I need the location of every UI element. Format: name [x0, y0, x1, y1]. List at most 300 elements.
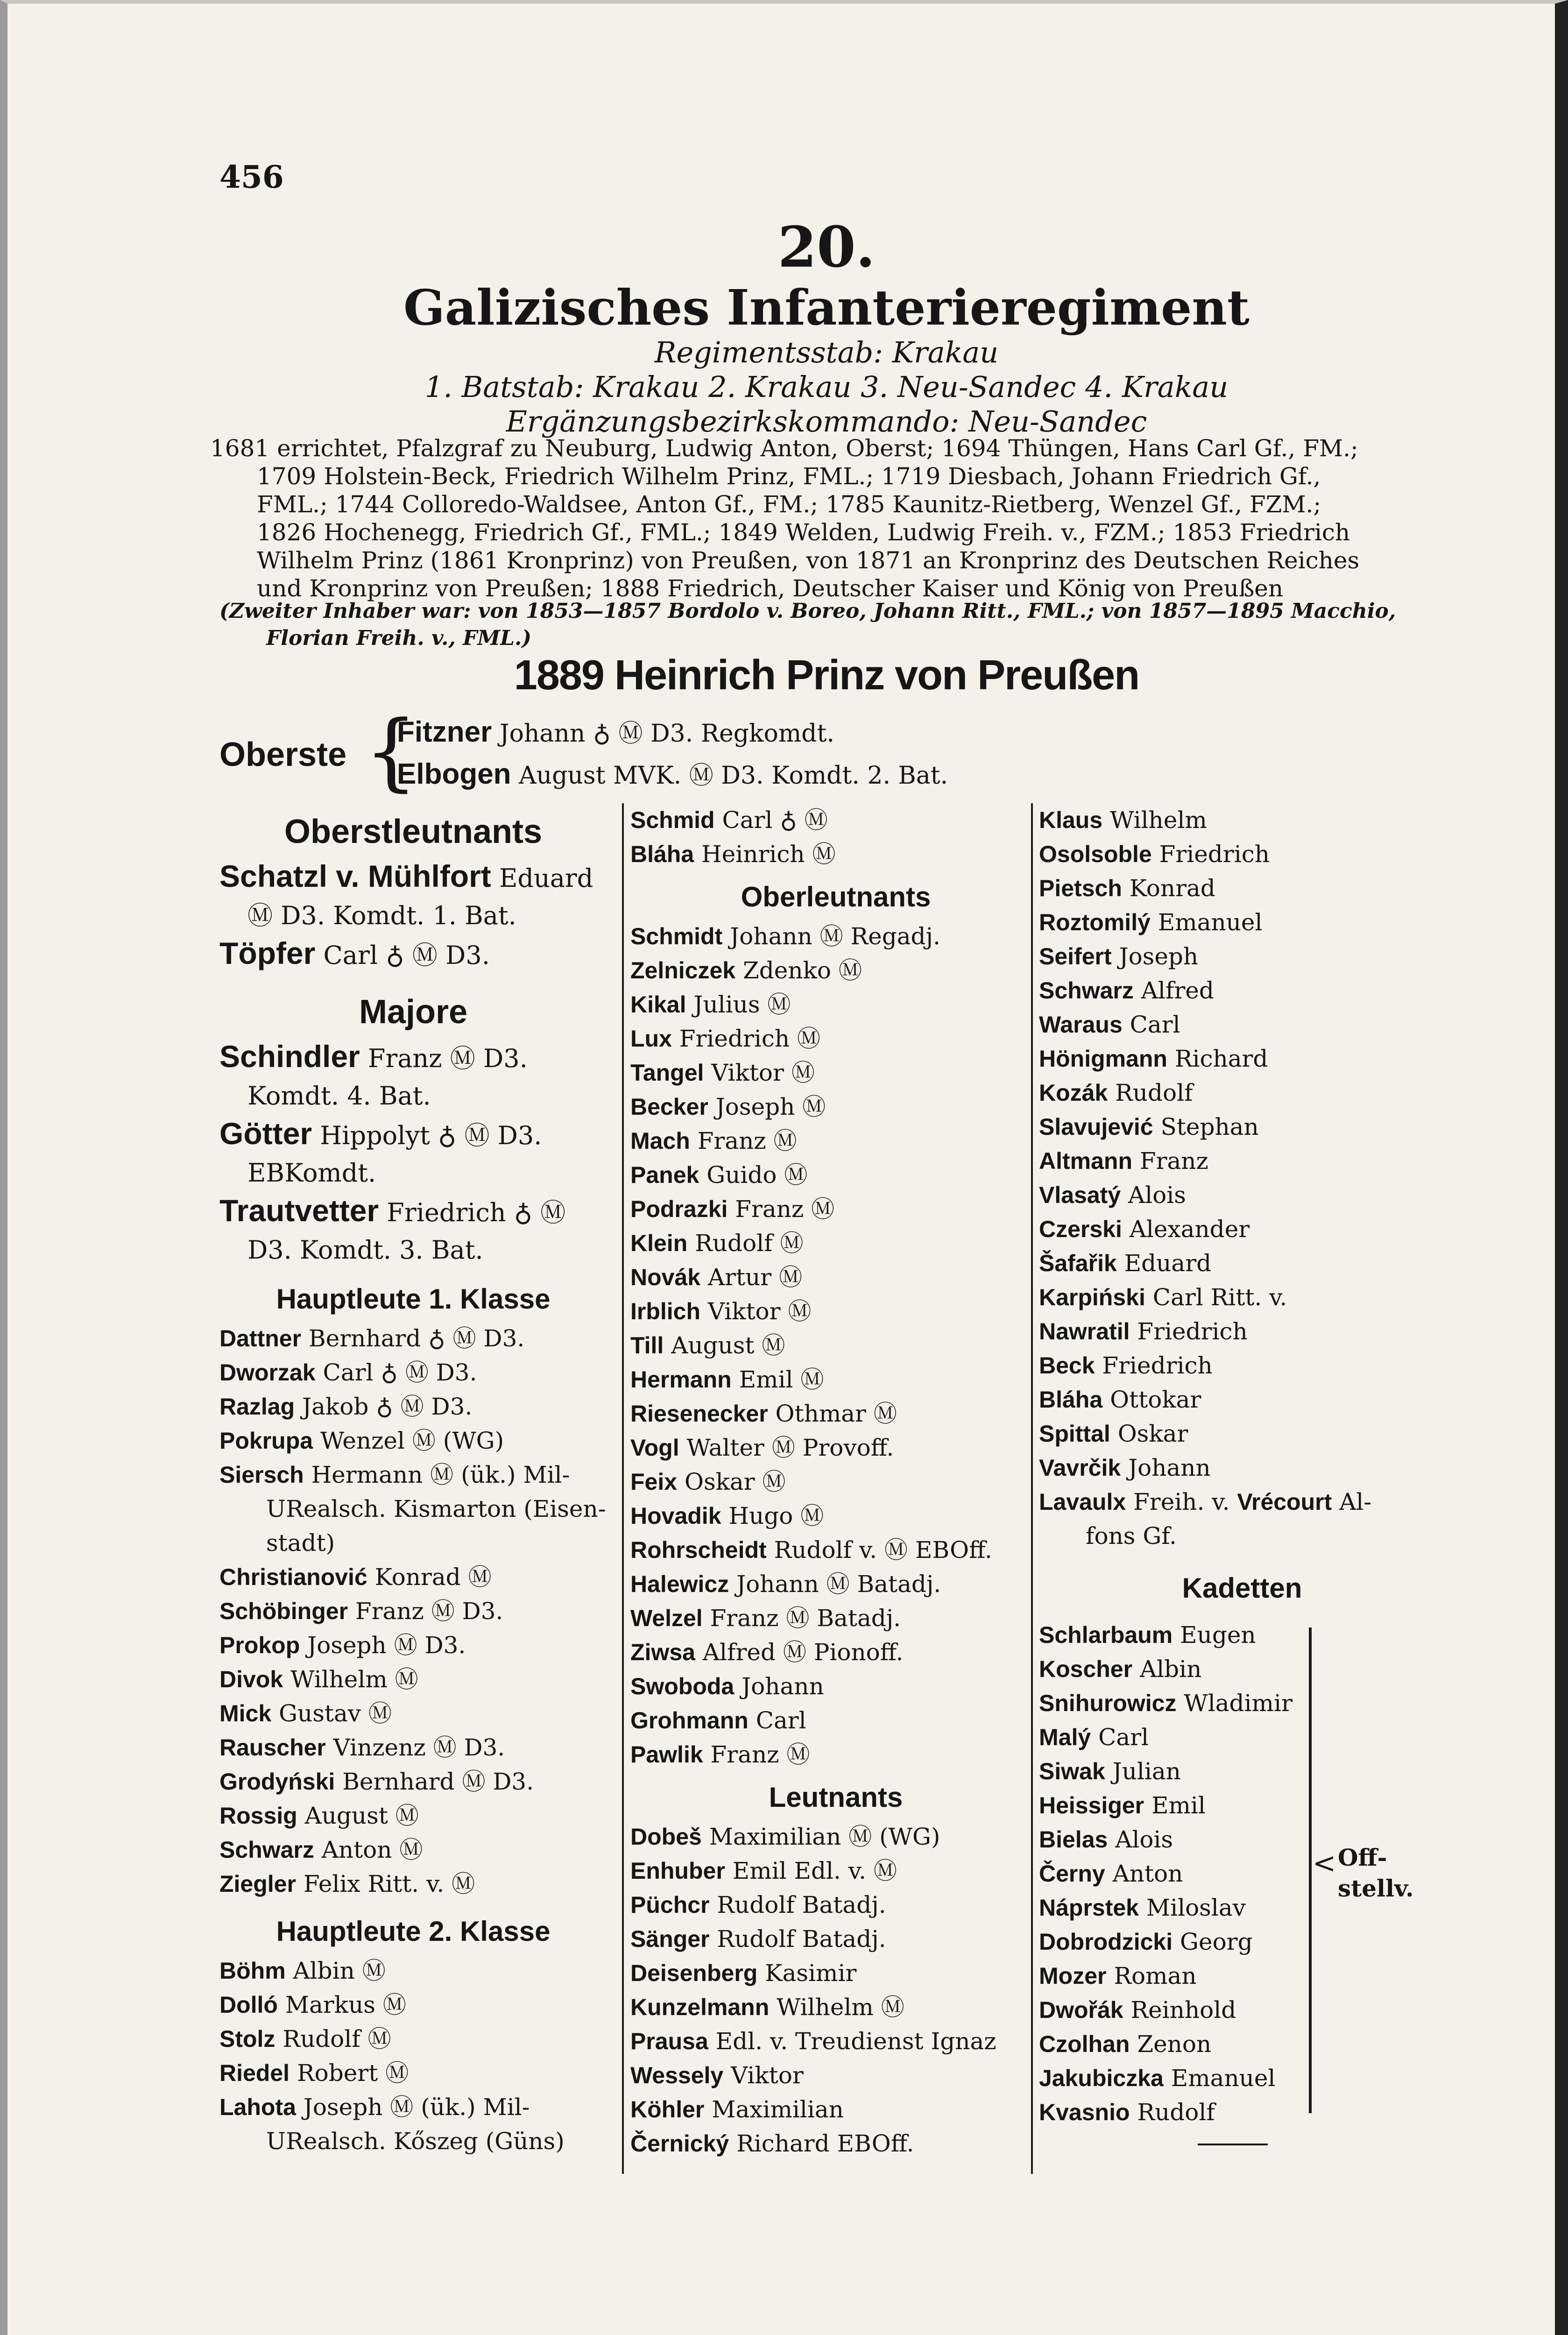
history-line: 1681 errichtet, Pfalzgraf zu Neuburg, Ludwig Anton, Oberst; 1694 Thüngen, Hans Carl Gf., FM.;: [210, 435, 1358, 462]
officer-details: Walter Ⓜ Provoff.: [679, 1434, 894, 1461]
officer-details: Hugo Ⓜ: [721, 1502, 824, 1529]
end-rule: [1198, 2144, 1268, 2145]
officer-details: Julian: [1105, 1758, 1181, 1785]
officer-details: Viktor Ⓜ: [700, 1298, 812, 1325]
officer-surname: Náprstek: [1039, 1895, 1139, 1921]
list-item: [1039, 2027, 1445, 2061]
officer-details: Gustav Ⓜ: [271, 1700, 392, 1727]
list-item: [630, 837, 1041, 871]
officer-surname: Hovadik: [630, 1503, 721, 1529]
officer-surname: Seifert: [1039, 943, 1112, 969]
list-item: [1039, 906, 1445, 940]
officer-details: Kasimir: [757, 1960, 857, 1987]
officer-details: Bernhard ♁ Ⓜ D3.: [301, 1325, 525, 1352]
officer-surname: Prausa: [630, 2028, 708, 2054]
officer-details-cont: fons Gf.: [1086, 1522, 1177, 1550]
officer-details: Wilhelm Ⓜ: [283, 1666, 418, 1693]
list-item: [630, 1090, 1041, 1124]
note-line: Florian Freih. v., FML.): [266, 626, 532, 650]
section-title-hauptleute-2: Hauptleute 2. Klasse: [276, 1916, 551, 1947]
list-item: [219, 1988, 607, 2022]
officer-details: Franz Ⓜ: [727, 1196, 835, 1223]
column-3: [1039, 803, 1445, 2145]
officer-surname: Götter: [219, 1116, 312, 1151]
officer-surname: Malý: [1039, 1724, 1091, 1750]
list-item: [219, 1663, 607, 1697]
list-item: [630, 1192, 1041, 1226]
officer-surname: Dobrodzicki: [1039, 1929, 1173, 1955]
officer-surname: Ziegler: [219, 1871, 296, 1897]
officer-surname: Pietsch: [1039, 875, 1122, 901]
list-item: [630, 1499, 1041, 1533]
column-divider: [622, 803, 624, 2174]
officer-surname: Mach: [630, 1128, 690, 1154]
officer-details: Guido Ⓜ: [699, 1161, 808, 1189]
officer-surname: Beck: [1039, 1352, 1095, 1379]
list-item: [219, 1192, 607, 1269]
officer-surname: Jakubiczka: [1039, 2065, 1164, 2091]
list-item: [1039, 1417, 1445, 1451]
list-item: [219, 1954, 607, 1988]
officer-surname: Rauscher: [219, 1734, 326, 1761]
officer-surname: Welzel: [630, 1605, 703, 1631]
regiment-header: [219, 215, 1434, 439]
officer-details: Miloslav: [1139, 1894, 1246, 1921]
officer-surname: Waraus: [1039, 1012, 1123, 1038]
section-title-kadetten: Kadetten: [1182, 1572, 1302, 1604]
officer-details: Konrad Ⓜ: [367, 1564, 492, 1591]
officer-details: Wilhelm Ⓜ: [769, 1994, 904, 2021]
officer-details: Joseph Ⓜ: [708, 1093, 826, 1120]
list-item: [630, 1854, 1041, 1888]
officer-details: Reinhold: [1123, 1996, 1236, 2024]
officer-surname: Köhler: [630, 2096, 705, 2123]
officer-surname: Dwořák: [1039, 1997, 1123, 2023]
officer-details: Carl: [1091, 1724, 1149, 1751]
list-item: [630, 1022, 1041, 1056]
officer-surname: Pokrupa: [219, 1428, 313, 1454]
list-item: [1039, 1652, 1445, 1686]
officer-surname: Siersch: [219, 1462, 304, 1488]
list-item: [219, 1867, 607, 1901]
officer-details: Maximilian Ⓜ (WG): [701, 1823, 940, 1850]
list-item: [1039, 1144, 1445, 1178]
officer-surname: Fitzner: [397, 716, 492, 748]
officer-details: August Ⓜ: [664, 1332, 785, 1359]
list-item: [219, 1560, 607, 1594]
officer-details: Carl ♁ Ⓜ D3.: [315, 1359, 477, 1386]
officer-details: Carl: [748, 1707, 806, 1734]
officer-surname: Rohrscheidt: [630, 1537, 767, 1563]
officer-details: Othmar Ⓜ: [768, 1400, 897, 1427]
officer-surname: Töpfer: [219, 936, 316, 970]
officer-surname: Dworzak: [219, 1359, 316, 1386]
list-item: [630, 1056, 1041, 1090]
list-item: [219, 1424, 607, 1458]
list-item: [630, 1329, 1041, 1363]
officer-details: Friedrich: [1130, 1318, 1248, 1345]
list-item: [630, 1465, 1041, 1499]
officer-details: Carl ♁ Ⓜ D3.: [315, 941, 490, 970]
officer-surname: Schindler: [219, 1039, 360, 1074]
officer-details: Hippolyt ♁ Ⓜ D3.: [312, 1121, 542, 1150]
list-item: [219, 857, 607, 934]
list-item: [630, 1990, 1041, 2024]
note-line: (Zweiter Inhaber war: von 1853—1857 Bordolo v. Boreo, Johann Ritt., FML.; von 1857—1895 Macchio,: [219, 599, 1396, 623]
officer-details: Johann Ⓜ Batadj.: [729, 1571, 941, 1598]
officer-surname: Deisenberg: [630, 1960, 758, 1986]
list-item: [630, 988, 1041, 1022]
officer-surname: Panek: [630, 1162, 699, 1188]
list-item: [1039, 1451, 1445, 1485]
officer-surname: Heissiger: [1039, 1792, 1144, 1818]
list-item: [219, 1390, 607, 1424]
officer-surname: Slavujević: [1039, 1114, 1153, 1140]
history-line: FML.; 1744 Colloredo-Waldsee, Anton Gf., FM.; 1785 Kaunitz-Rietberg, Wenzel Gf., FZM.;: [257, 491, 1321, 518]
regimentsstab-line: Regimentsstab: Krakau: [654, 335, 999, 369]
officer-details: Franz Ⓜ: [703, 1741, 810, 1768]
bracket-point-icon: <: [1313, 1847, 1336, 1880]
officer-surname: Swoboda: [630, 1673, 735, 1699]
officer-surname: Christianović: [219, 1564, 367, 1590]
officer-surname: Prokop: [219, 1632, 300, 1658]
list-item: [1039, 1720, 1445, 1755]
officer-details-cont: URealsch. Kőszeg (Güns): [266, 2128, 565, 2155]
officer-surname: Pawlik: [630, 1741, 703, 1768]
officer-surname: Wessely: [630, 2062, 724, 2088]
officer-surname: Snihurowicz: [1039, 1690, 1177, 1716]
list-item: [630, 1295, 1041, 1329]
officer-details: Rudolf: [1108, 1079, 1193, 1106]
officer-surname: Till: [630, 1332, 664, 1359]
officer-details: Friedrich ♁ Ⓜ: [379, 1198, 566, 1227]
officer-surname: Dolló: [219, 1992, 278, 2018]
list-item: [1039, 2061, 1445, 2095]
regiment-number: 20.: [777, 214, 876, 280]
history-line: 1826 Hochenegg, Friedrich Gf., FML.; 1849 Welden, Ludwig Freih. v., FZM.; 1853 Friedrich: [257, 519, 1350, 546]
officer-surname: Grodyński: [219, 1769, 335, 1795]
officer-details: Franz Ⓜ D3.: [348, 1598, 503, 1625]
list-item: [630, 1922, 1041, 1956]
officer-details: Julius Ⓜ: [686, 991, 791, 1018]
officer-details: Edl. v. Treudienst Ignaz: [708, 2028, 996, 2055]
list-item: [1039, 1959, 1445, 1993]
officer-details: Johann: [734, 1673, 824, 1700]
list-item: [1039, 1925, 1445, 1959]
list-item: [630, 2059, 1041, 2093]
list-item: [630, 1533, 1041, 1567]
officer-details: Alfred Ⓜ Pionoff.: [695, 1639, 904, 1666]
officer-surname: Siwak: [1039, 1758, 1105, 1784]
officer-surname: Schatzl v. Mühlfort: [219, 859, 491, 893]
officer-surname: Černický: [630, 2130, 729, 2157]
officer-details: Franz: [1132, 1147, 1208, 1175]
officer-surname: Mick: [219, 1700, 272, 1726]
officer-surname: Rossig: [219, 1803, 297, 1829]
officer-details: Alexander: [1122, 1216, 1250, 1243]
list-item: [630, 1226, 1041, 1260]
officer-details: Richard EBOff.: [729, 2130, 914, 2157]
officer-details: Freih. v.: [1126, 1488, 1237, 1515]
officer-details: Hermann Ⓜ (ük.) Mil-: [304, 1461, 570, 1488]
column-1: [219, 803, 607, 2158]
kadetten-group: [1039, 1618, 1445, 2130]
officer-surname: Karpiński: [1039, 1284, 1145, 1310]
officer-details: Albin Ⓜ: [285, 1957, 386, 1984]
list-item: [630, 1704, 1041, 1738]
officer-surname: Nawratil: [1039, 1318, 1130, 1344]
officer-details: Alfred: [1133, 977, 1214, 1004]
officer-surname: Dattner: [219, 1325, 302, 1351]
officer-details: Rudolf: [1130, 2099, 1215, 2126]
officer-details: Johann Ⓜ Regadj.: [722, 923, 940, 950]
officer-surname: Novák: [630, 1264, 701, 1290]
list-item: [630, 1820, 1041, 1854]
officer-surname: Enhuber: [630, 1858, 725, 1884]
officer-surname: Sänger: [630, 1926, 710, 1952]
officer-details: Friedrich: [1095, 1352, 1213, 1379]
list-item: [1039, 1485, 1445, 1553]
officer-details: Rudolf Ⓜ: [687, 1230, 804, 1257]
officer-details: Franz Ⓜ D3.: [360, 1044, 528, 1073]
officer-details: Zenon: [1130, 2031, 1212, 2058]
officer-surname: Czerski: [1039, 1216, 1122, 1242]
officer-surname: Kvasnio: [1039, 2099, 1130, 2125]
officer-details: Ottokar: [1102, 1386, 1201, 1413]
officer-details: Eduard: [491, 863, 593, 893]
officer-details: Bernhard Ⓜ D3.: [335, 1768, 534, 1795]
off-stellv-label: [1338, 1842, 1413, 1904]
officer-surname: Bláha: [630, 841, 694, 867]
officer-details-cont: D3. Komdt. 3. Bat.: [247, 1235, 483, 1265]
list-item: [219, 2090, 607, 2158]
officer-surname: Schmid: [630, 807, 715, 833]
oberste-entry: [397, 756, 948, 791]
officer-surname: Schmidt: [630, 923, 723, 949]
regiment-name: Galizisches Infanterieregiment: [403, 279, 1250, 336]
ergaenzung-line: Ergänzungsbezirkskommando: Neu-Sandec: [506, 404, 1147, 439]
officer-surname: Bielas: [1039, 1826, 1108, 1853]
officer-details: August MVK. Ⓜ D3. Komdt. 2. Bat.: [511, 762, 948, 790]
list-item: [630, 1738, 1041, 1772]
section-title-oberleutnants: Oberleutnants: [741, 881, 931, 913]
officer-details: Emil Ⓜ: [731, 1366, 824, 1393]
list-item: [219, 1799, 607, 1833]
officer-surname: Podrazki: [630, 1196, 728, 1222]
officer-details: Konrad: [1122, 875, 1215, 902]
batstab-line: 1. Batstab: Krakau 2. Krakau 3. Neu-Sandec 4. Krakau: [424, 370, 1229, 404]
officer-surname: Kozák: [1039, 1080, 1108, 1106]
officer-surname: Schlarbaum: [1039, 1622, 1173, 1648]
oberste-entry: [397, 714, 834, 749]
list-item: [630, 2024, 1041, 2059]
list-item: [1039, 1383, 1445, 1417]
officer-details: Franz Ⓜ Batadj.: [702, 1605, 901, 1632]
officer-details: Rudolf Batadj.: [709, 1891, 886, 1918]
list-item: [630, 1888, 1041, 1922]
officer-surname: Tangel: [630, 1060, 704, 1086]
officer-surname: Stolz: [219, 2026, 275, 2052]
officer-details: Anton Ⓜ: [314, 1836, 423, 1863]
officer-details: Robert Ⓜ: [290, 2059, 409, 2087]
list-item: [1039, 974, 1445, 1008]
list-item: [1039, 1789, 1445, 1823]
list-item: [630, 2127, 1041, 2161]
officer-surname: Vrécourt: [1237, 1489, 1332, 1515]
officer-surname: Schwarz: [1039, 977, 1134, 1004]
officer-details-cont: EBKomdt.: [247, 1158, 376, 1188]
list-item: [630, 1260, 1041, 1295]
list-item: [630, 2093, 1041, 2127]
officer-details: Jakob ♁ Ⓜ D3.: [295, 1393, 473, 1420]
officer-details: Artur Ⓜ: [700, 1264, 803, 1291]
officer-details: Rudolf v. Ⓜ EBOff.: [766, 1536, 992, 1564]
list-item: [219, 2056, 607, 2090]
officer-surname: Feix: [630, 1469, 678, 1495]
officer-surname: Klaus: [1039, 807, 1103, 833]
officer-surname: Mozer: [1039, 1963, 1107, 1989]
list-item: [630, 1956, 1041, 1990]
off-stellv-line: Off-: [1338, 1844, 1387, 1871]
officer-details: Rudolf Ⓜ: [275, 2025, 391, 2052]
list-item: [1039, 1315, 1445, 1349]
list-item: [630, 1431, 1041, 1465]
history-line: Wilhelm Prinz (1861 Kronprinz) von Preußen, von 1871 an Kronprinz des Deutschen Reiches: [257, 547, 1360, 574]
officer-details: Emanuel: [1150, 909, 1263, 936]
officer-surname: Zelniczek: [630, 957, 736, 984]
list-item: [219, 1731, 607, 1765]
officer-details: Richard: [1167, 1045, 1268, 1072]
officer-details: Albin: [1132, 1656, 1202, 1683]
officer-surname: Püchcr: [630, 1892, 710, 1918]
officer-surname: Černy: [1039, 1861, 1105, 1887]
list-item: [630, 1158, 1041, 1192]
page-number: 456: [219, 159, 284, 195]
officer-details: Zdenko Ⓜ: [735, 957, 862, 984]
officer-details: Friedrich Ⓜ: [671, 1025, 820, 1052]
list-item: [630, 1124, 1041, 1158]
officer-details: Carl: [1122, 1011, 1180, 1038]
history-line: 1709 Holstein-Beck, Friedrich Wilhelm Prinz, FML.; 1719 Diesbach, Johann Friedrich Gf.,: [257, 463, 1321, 490]
officer-details-cont: stadt): [266, 1529, 335, 1557]
list-item: [1039, 871, 1445, 906]
column-2: [630, 803, 1041, 2161]
officer-surname: Lux: [630, 1026, 672, 1052]
list-item: [219, 1697, 607, 1731]
list-item: [1039, 2095, 1445, 2130]
officer-surname: Grohmann: [630, 1707, 749, 1734]
officer-surname: Bláha: [1039, 1387, 1103, 1413]
officer-surname: Lavaulx: [1039, 1489, 1126, 1515]
list-item: [1039, 1993, 1445, 2027]
section-title-majore: Majore: [359, 993, 468, 1031]
list-item: [219, 1594, 607, 1628]
officer-surname: Kunzelmann: [630, 1994, 770, 2020]
list-item: [1039, 1212, 1445, 1246]
off-stellv-line: stellv.: [1338, 1875, 1414, 1902]
list-item: [219, 1322, 607, 1356]
officer-details: Emil Edl. v. Ⓜ: [725, 1857, 897, 1884]
officer-surname: Vavrčik: [1039, 1455, 1121, 1481]
officer-surname: Becker: [630, 1094, 708, 1120]
officer-details: Wilhelm: [1102, 807, 1207, 834]
officer-surname: Osolsoble: [1039, 841, 1152, 867]
officer-surname: Altmann: [1039, 1148, 1132, 1174]
officer-details: Vinzenz Ⓜ D3.: [325, 1734, 505, 1761]
list-item: [1039, 940, 1445, 974]
officer-details: Felix Ritt. v. Ⓜ: [296, 1870, 475, 1897]
list-item: [1039, 1281, 1445, 1315]
officer-surname: Šafařik: [1039, 1250, 1117, 1276]
officer-details: Johann ♁ Ⓜ D3. Regkomdt.: [492, 720, 834, 748]
list-item: [630, 1670, 1041, 1704]
document-page: [210, 0, 1434, 2335]
officer-surname: Dobeš: [630, 1824, 702, 1850]
officer-surname: Schöbinger: [219, 1598, 348, 1624]
officer-details-cont: Ⓜ D3. Komdt. 1. Bat.: [247, 901, 516, 930]
officer-details: Joseph: [1111, 943, 1199, 970]
oberste-block: [219, 703, 1434, 800]
officer-details: Emanuel: [1163, 2065, 1276, 2092]
section-title-leutnants: Leutnants: [769, 1782, 903, 1813]
officer-details: Joseph Ⓜ D3.: [300, 1632, 466, 1659]
officer-details: Johann: [1121, 1454, 1211, 1481]
officer-surname: Roztomilý: [1039, 909, 1151, 935]
list-item: [1039, 1110, 1445, 1144]
officer-details: Roman: [1106, 1962, 1197, 1989]
officer-surname: Trautvetter: [219, 1193, 379, 1228]
list-item: [1039, 1246, 1445, 1281]
officer-details-cont: Komdt. 4. Bat.: [247, 1081, 431, 1111]
list-item: [630, 1635, 1041, 1670]
list-item: [219, 1833, 607, 1867]
list-item: [219, 1038, 607, 1115]
bracket-line: [1309, 1627, 1312, 2113]
officer-details: Friedrich: [1151, 841, 1270, 868]
second-owner-note: [219, 598, 1434, 652]
officer-surname: Divok: [219, 1666, 283, 1692]
officer-details: Stephan: [1153, 1113, 1259, 1140]
officer-surname: Riedel: [219, 2060, 290, 2086]
list-item: [219, 2022, 607, 2056]
officer-details-cont: URealsch. Kismarton (Eisen-: [266, 1495, 606, 1522]
officer-surname: Irblich: [630, 1298, 701, 1324]
list-item: [630, 1567, 1041, 1601]
officer-surname: Razlag: [219, 1394, 295, 1420]
list-item: [630, 803, 1041, 837]
officer-surname: Koscher: [1039, 1656, 1133, 1682]
officer-surname: Spittal: [1039, 1421, 1110, 1447]
regiment-history: [210, 434, 1434, 602]
list-item: [1039, 1349, 1445, 1383]
list-item: [219, 1356, 607, 1390]
list-item: [630, 1363, 1041, 1397]
list-item: [219, 1115, 607, 1192]
section-title-hauptleute-1: Hauptleute 1. Klasse: [276, 1283, 551, 1315]
list-item: [630, 1601, 1041, 1635]
officer-details: Franz Ⓜ: [690, 1127, 797, 1154]
officer-details: Carl Ritt. v.: [1145, 1284, 1287, 1311]
officer-surname: Hermann: [630, 1366, 732, 1393]
officer-details: Carl ♁ Ⓜ: [714, 807, 828, 834]
officer-surname: Vogl: [630, 1435, 679, 1461]
officer-details: Viktor Ⓜ: [704, 1059, 815, 1086]
officer-surname: Elbogen: [397, 758, 511, 790]
officer-details: Oskar Ⓜ: [677, 1468, 786, 1495]
officer-details: Wenzel Ⓜ (WG): [313, 1427, 504, 1454]
officer-details: Eugen: [1172, 1621, 1256, 1649]
officer-details: Alois: [1121, 1182, 1186, 1209]
